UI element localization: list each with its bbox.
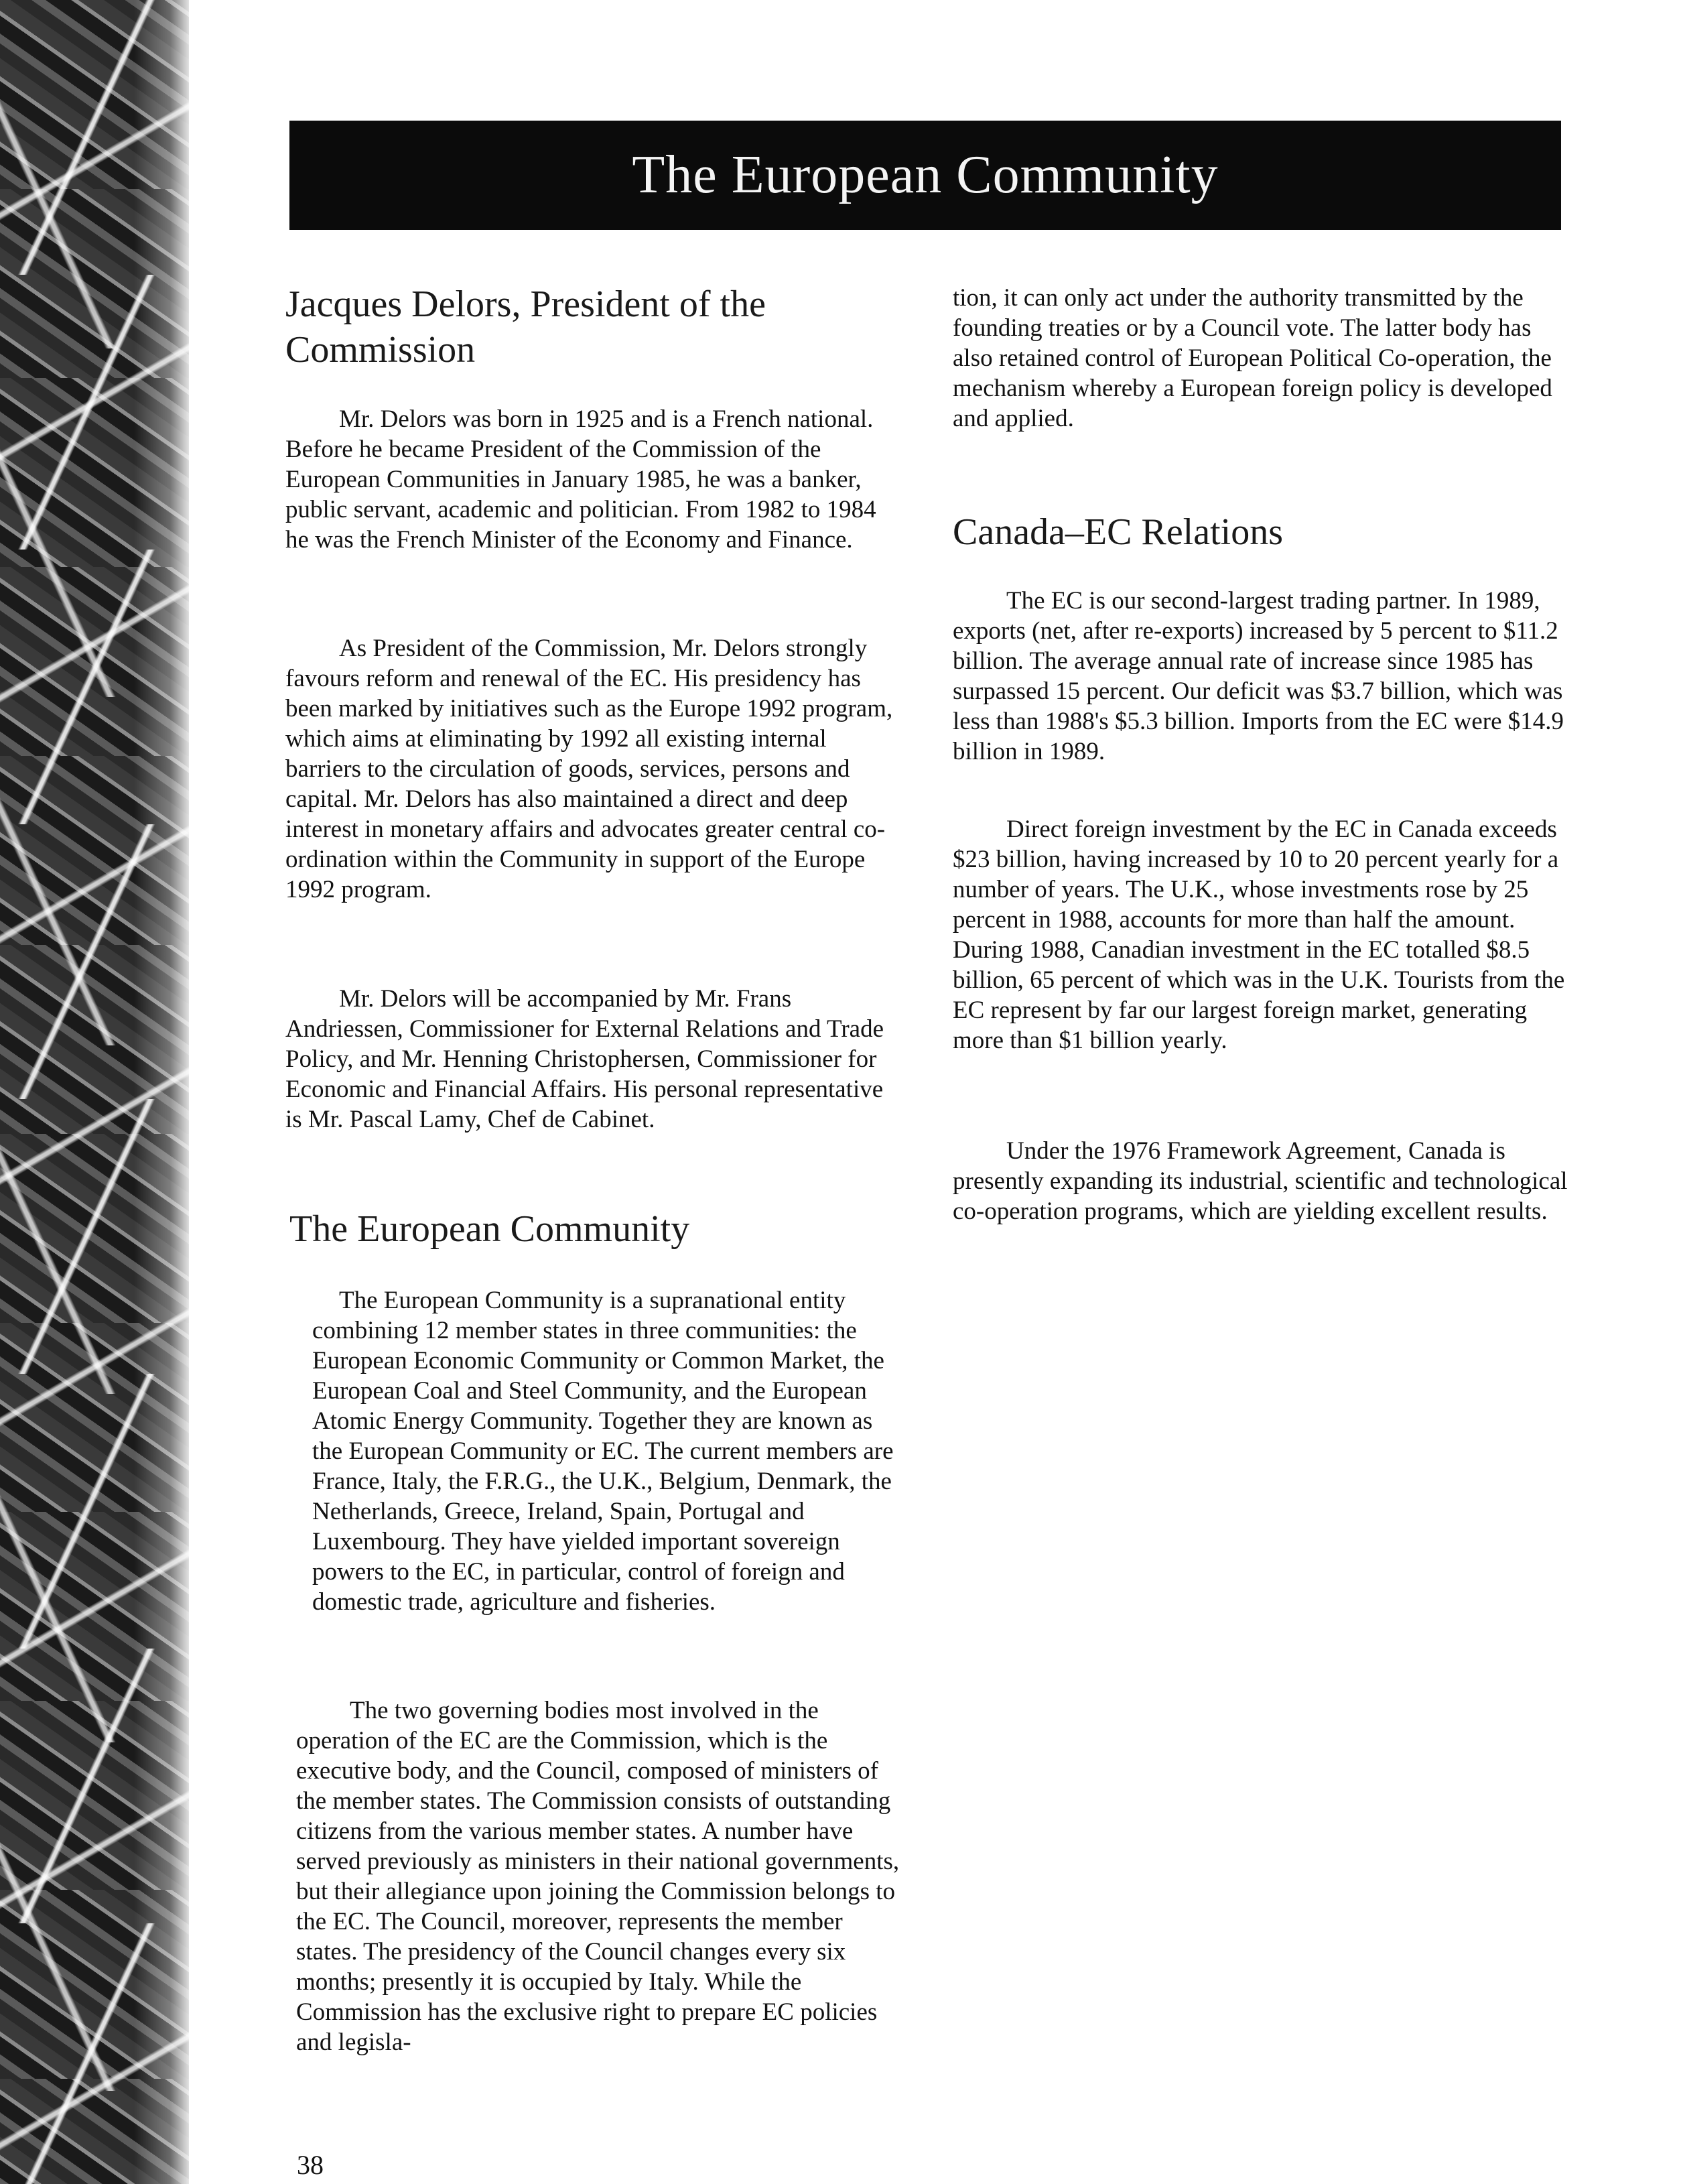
- paragraph-ec-governance: The two governing bodies most involved in the operation of the EC are the Commission, which is the executive body, and the Council, composed of ministers of the member states. The Commission consists of outstanding citizens from the various member states. A number have served previously as ministers in their national governments, but their allegiance upon joining the Commission belongs to the EC. The Council, moreover, represents the member states. The presidency of the Council changes every six months; presently it is occupied by Italy. While the Commission has the exclusive right to prepare EC policies and legisla-: [296, 1697, 900, 2056]
- page-title: The European Community: [632, 145, 1219, 204]
- paragraph-delors-delegation: Mr. Delors will be accompanied by Mr. Frans Andriessen, Commissioner for External Relations and Trade Policy, and Mr. Henning Christophersen, Commissioner for Economic and Financial Affairs. His personal representative is Mr. Pascal Lamy, Chef de Cabinet.: [285, 985, 884, 1133]
- paragraph-ec-governance-continued: tion, it can only act under the authority transmitted by the founding treaties or by a Council vote. The latter body has also retained control of European Political Co-operation, the mechanism whereby a European foreign policy is developed and applied.: [953, 284, 1552, 432]
- title-banner: [289, 121, 1561, 230]
- paragraph-ec-overview: The European Community is a supranational entity combining 12 member states in three communities: the European Economic Community or Common Market, the European Coal and Steel Community, and the European Atomic Energy Community. Together they are known as the European Community or EC. The current members are France, Italy, the F.R.G., the U.K., Belgium, Denmark, the Netherlands, Greece, Ireland, Spain, Portugal and Luxembourg. They have yielded important sovereign powers to the EC, in particular, control of foreign and domestic trade, agriculture and fisheries.: [312, 1287, 894, 1616]
- page-number: 38: [297, 2150, 324, 2180]
- paragraph-delors-bio: Mr. Delors was born in 1925 and is a French national. Before he became President of the Commission of the European Communities in January 1985, he was a banker, public servant, academic and politician. From 1982 to 1984 he was the French Minister of the Economy and Finance.: [285, 405, 876, 554]
- paragraph-delors-presidency: As President of the Commission, Mr. Delors strongly favours reform and renewal of the EC. His presidency has been marked by initiatives such as the Europe 1992 program, which aims at eliminating by 1992 all existing internal barriers to the circulation of goods, services, persons and capital. Mr. Delors has also maintained a direct and deep interest in monetary affairs and advocates greater central co-ordination within the Community in support of the Europe 1992 program.: [285, 635, 893, 903]
- section-heading-delors: Jacques Delors, President of the Commission: [285, 283, 766, 371]
- marble-border-fade: [134, 0, 194, 2184]
- section-heading-canada-ec: Canada–EC Relations: [953, 511, 1284, 553]
- paragraph-framework-agreement: Under the 1976 Framework Agreement, Canada is presently expanding its industrial, scientific and technological co-operation programs, which are yielding excellent results.: [953, 1137, 1568, 1225]
- paragraph-investment: Direct foreign investment by the EC in Canada exceeds $23 billion, having increased by 10 to 20 percent yearly for a number of years. The U.K., whose investments rose by 25 percent in 1988, accounts for more than half the amount. During 1988, Canadian investment in the EC totalled $8.5 billion, 65 percent of which was in the U.K. Tourists from the EC represent by far our largest foreign market, generating more than $1 billion yearly.: [953, 816, 1565, 1054]
- paragraph-trade: The EC is our second-largest trading partner. In 1989, exports (net, after re-exports) increased by 5 percent to $11.2 billion. The average annual rate of increase since 1985 has surpassed 15 percent. Our deficit was $3.7 billion, which was less than 1988's $5.3 billion. Imports from the EC were $14.9 billion in 1989.: [953, 587, 1564, 765]
- section-heading-ec: The European Community: [289, 1208, 690, 1250]
